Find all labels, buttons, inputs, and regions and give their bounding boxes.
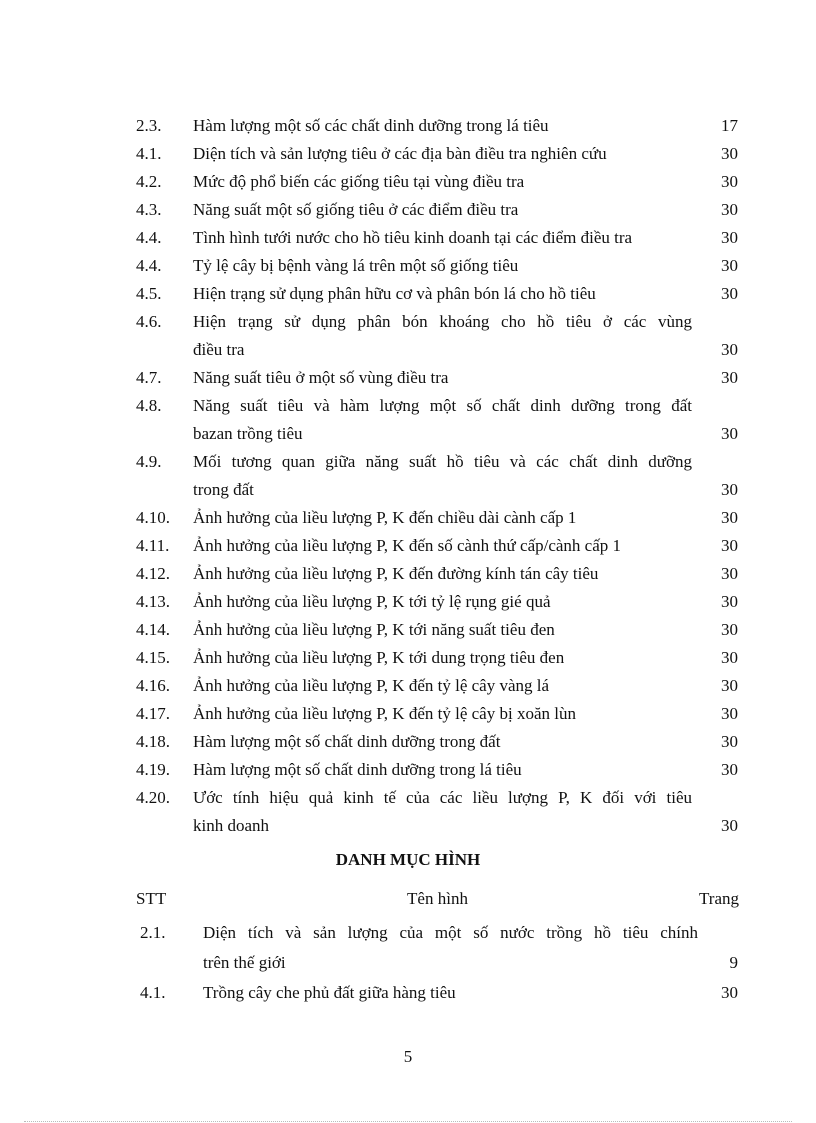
table-entry [136, 196, 738, 224]
entry-number: 4.20. [136, 788, 170, 807]
entry-title: Tỷ lệ cây bị bệnh vàng lá trên một số giống tiêu [193, 256, 519, 275]
header-name: Tên hình [407, 889, 468, 908]
table-entry [136, 168, 738, 196]
table-entry [136, 616, 738, 644]
entry-number: 2.3. [136, 116, 162, 135]
entry-title: Tình hình tưới nước cho hồ tiêu kinh doanh tại các điểm điều tra [193, 228, 633, 247]
entry-title: Mối tương quan giữa năng suất hồ tiêu và các chất dinh dưỡng [193, 452, 692, 471]
entry-number: 4.6. [136, 312, 162, 331]
entry-page: 30 [721, 536, 738, 555]
entry-page: 30 [721, 424, 738, 443]
entry-continuation [136, 336, 738, 364]
entry-page: 30 [721, 200, 738, 219]
entry-number: 4.11. [136, 536, 170, 555]
entry-page: 30 [721, 508, 738, 527]
entry-page [698, 917, 738, 949]
entry-title: Ảnh hưởng của liều lượng P, K đến số cành thứ cấp/cành cấp 1 [193, 536, 622, 555]
entry-number: 2.1. [140, 923, 166, 942]
entry-title: Mức độ phổ biến các giống tiêu tại vùng điều tra [193, 172, 525, 191]
table-entry [136, 448, 738, 476]
entry-page: 17 [721, 116, 738, 135]
figure-entry [140, 917, 738, 949]
table-entry [136, 756, 738, 784]
entry-number: 4.9. [136, 452, 162, 471]
entry-page [692, 392, 738, 420]
entry-title-continued: bazan trồng tiêu [193, 424, 303, 443]
entry-number: 4.16. [136, 676, 170, 695]
entry-number: 4.4. [136, 228, 162, 247]
entry-page: 9 [729, 953, 738, 972]
table-entry [136, 280, 738, 308]
entry-continuation [140, 949, 738, 977]
entry-continuation [136, 476, 738, 504]
entry-number: 4.17. [136, 704, 170, 723]
table-list [136, 112, 738, 840]
table-entry [136, 364, 738, 392]
entry-page: 30 [721, 564, 738, 583]
table-entry [136, 224, 738, 252]
entry-title: Năng suất một số giống tiêu ở các điểm điều tra [193, 200, 519, 219]
entry-page [692, 784, 738, 812]
entry-page: 30 [721, 480, 738, 499]
entry-page: 30 [721, 172, 738, 191]
entry-page [692, 308, 738, 336]
entry-page: 30 [721, 732, 738, 751]
entry-number: 4.15. [136, 648, 170, 667]
entry-page: 30 [721, 340, 738, 359]
entry-page [692, 448, 738, 476]
entry-title-continued: điều tra [193, 340, 245, 359]
entry-title: Hàm lượng một số chất dinh dưỡng trong lá tiêu [193, 760, 522, 779]
entry-page: 30 [721, 284, 738, 303]
entry-title: Hiện trạng sử dụng phân bón khoáng cho hồ tiêu ở các vùng [193, 312, 692, 331]
table-entry [136, 672, 738, 700]
entry-number: 4.2. [136, 172, 162, 191]
entry-title: Hàm lượng một số các chất dinh dưỡng trong lá tiêu [193, 116, 549, 135]
figure-entry [140, 977, 738, 1009]
entry-title-continued: trên thế giới [203, 953, 286, 972]
entry-title: Năng suất tiêu ở một số vùng điều tra [193, 368, 449, 387]
entry-title-continued: kinh doanh [193, 816, 270, 835]
entry-page: 30 [721, 228, 738, 247]
entry-number: 4.7. [136, 368, 162, 387]
table-entry [136, 644, 738, 672]
entry-title: Ảnh hưởng của liều lượng P, K tới năng suất tiêu đen [193, 620, 555, 639]
entry-number: 4.1. [140, 983, 166, 1002]
entry-title: Năng suất tiêu và hàm lượng một số chất dinh dưỡng trong đất [193, 396, 692, 415]
entry-title: Ước tính hiệu quả kinh tế của các liều lượng P, K đối với tiêu [193, 788, 692, 807]
entry-title: Ảnh hưởng của liều lượng P, K tới dung trọng tiêu đen [193, 648, 565, 667]
entry-number: 4.19. [136, 760, 170, 779]
entry-number: 4.14. [136, 620, 170, 639]
entry-title: Ảnh hưởng của liều lượng P, K đến tỷ lệ cây bị xoăn lùn [193, 704, 576, 723]
entry-page: 30 [721, 704, 738, 723]
entry-continuation [136, 812, 738, 840]
entry-title: Ảnh hưởng của liều lượng P, K đến đường kính tán cây tiêu [193, 564, 599, 583]
header-page: Trang [699, 889, 739, 908]
entry-page: 30 [721, 648, 738, 667]
table-entry [136, 560, 738, 588]
entry-number: 4.13. [136, 592, 170, 611]
entry-number: 4.5. [136, 284, 162, 303]
entry-number: 4.12. [136, 564, 170, 583]
header-stt: STT [136, 889, 167, 908]
entry-page: 30 [721, 816, 738, 835]
entry-page: 30 [721, 983, 738, 1002]
entry-page: 30 [721, 676, 738, 695]
table-entry [136, 252, 738, 280]
entry-title: Ảnh hưởng của liều lượng P, K đến tỷ lệ cây vàng lá [193, 676, 550, 695]
entry-number: 4.18. [136, 732, 170, 751]
entry-continuation [136, 420, 738, 448]
page-number: 5 [403, 1047, 413, 1066]
page-break-line [24, 1121, 792, 1122]
entry-title: Trồng cây che phủ đất giữa hàng tiêu [203, 983, 456, 1002]
entry-number: 4.1. [136, 144, 162, 163]
entry-title: Diện tích và sản lượng tiêu ở các địa bàn điều tra nghiên cứu [193, 144, 607, 163]
entry-page: 30 [721, 760, 738, 779]
entry-title: Ảnh hưởng của liều lượng P, K đến chiều dài cành cấp 1 [193, 508, 577, 527]
entry-title: Hàm lượng một số chất dinh dưỡng trong đất [193, 732, 501, 751]
entry-page: 30 [721, 368, 738, 387]
table-entry [136, 504, 738, 532]
table-entry [136, 112, 738, 140]
entry-number: 4.8. [136, 396, 162, 415]
table-entry [136, 532, 738, 560]
entry-page: 30 [721, 144, 738, 163]
entry-title: Diện tích và sản lượng của một số nước trồng hồ tiêu chính [203, 923, 698, 942]
table-entry [136, 728, 738, 756]
entry-number: 4.10. [136, 508, 170, 527]
table-entry [136, 588, 738, 616]
entry-page: 30 [721, 256, 738, 275]
entry-number: 4.3. [136, 200, 162, 219]
entry-page: 30 [721, 620, 738, 639]
figure-list [140, 917, 738, 1009]
table-entry [136, 784, 738, 812]
entry-title: Ảnh hưởng của liều lượng P, K tới tỷ lệ rụng gié quả [193, 592, 551, 611]
table-entry [136, 308, 738, 336]
entry-page: 30 [721, 592, 738, 611]
entry-number: 4.4. [136, 256, 162, 275]
figures-table-header [136, 885, 739, 913]
figures-heading: DANH MỤC HÌNH [335, 850, 481, 869]
table-entry [136, 700, 738, 728]
entry-title-continued: trong đất [193, 480, 254, 499]
table-entry [136, 392, 738, 420]
table-entry [136, 140, 738, 168]
entry-title: Hiện trạng sử dụng phân hữu cơ và phân bón lá cho hồ tiêu [193, 284, 596, 303]
